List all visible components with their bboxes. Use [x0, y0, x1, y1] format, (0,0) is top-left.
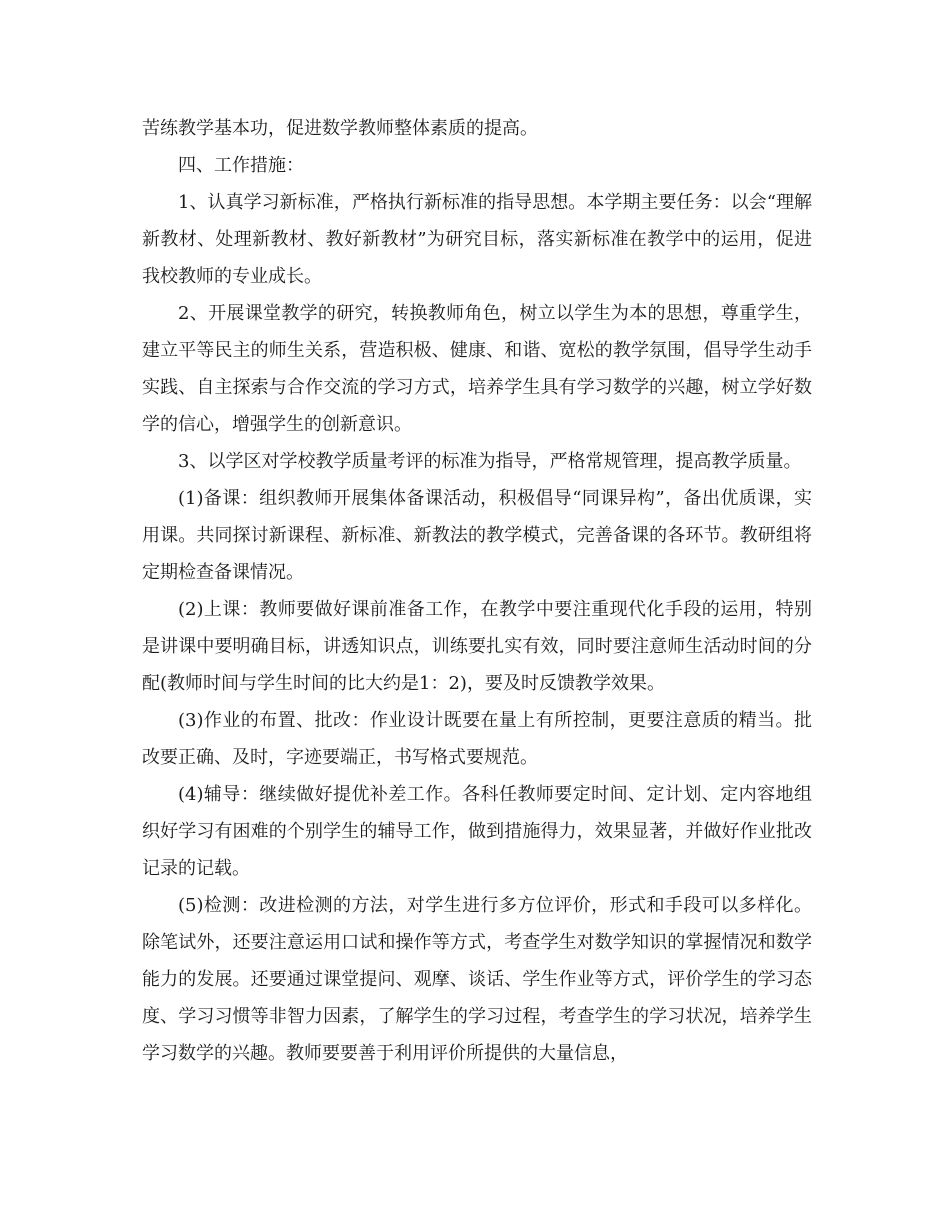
paragraph-sub-1-lesson-prep: (1)备课：组织教师开展集体备课活动，积极倡导“同课异构”，备出优质课，实用课。共同探讨新课程、新标准、新教法的教学模式，完善备课的各环节。教研组将定期检查备课情况。 [142, 488, 812, 583]
paragraph-sub-4-tutoring: (4)辅导：继续做好提优补差工作。各科任教师要定时间、定计划、定内容地组织好学习有困难的个别学生的辅导工作，做到措施得力，效果显著，并做好作业批改记录的记载。 [142, 784, 812, 879]
paragraph-sub-5-assessment: (5)检测：改进检测的方法，对学生进行多方位评价，形式和手段可以多样化。除笔试外，还要注意运用口试和操作等方式，考查学生对数学知识的掌握情况和数学能力的发展。还要通过课堂提问、观摩、谈话、学生作业等方式，评价学生的学习态度、学习习惯等非智力因素，了解学生的学习过程，考查学生的学习状况，培养学生学习数学的兴趣。教师要要善于利用评价所提供的大量信息， [142, 895, 812, 1064]
paragraph-item-3: 3、以学区对学校教学质量考评的标准为指导，严格常规管理，提高教学质量。 [178, 451, 802, 472]
paragraph-sub-3-homework: (3)作业的布置、批改：作业设计既要在量上有所控制，更要注意质的精当。批改要正确、及时，字迹要端正，书写格式要规范。 [142, 710, 812, 768]
paragraph-item-1: 1、认真学习新标准，严格执行新标准的指导思想。本学期主要任务：以会“理解新教材、处理新教材、教好新教材”为研究目标，落实新标准在教学中的运用，促进我校教师的专业成长。 [142, 192, 812, 287]
paragraph-item-2: 2、开展课堂教学的研究，转换教师角色，树立以学生为本的思想，尊重学生，建立平等民主的师生关系，营造积极、健康、和谐、宽松的教学氛围，倡导学生动手实践、自主探索与合作交流的学习方式，培养学生具有学习数学的兴趣，树立学好数学的信心，增强学生的创新意识。 [142, 303, 812, 435]
paragraph-sub-2-teaching: (2)上课：教师要做好课前准备工作，在教学中要注重现代化手段的运用，特别是讲课中要明确目标，讲透知识点，训练要扎实有效，同时要注意师生活动时间的分配(教师时间与学生时间的比大约是1：2)，要及时反馈教学效果。 [142, 599, 812, 694]
paragraph-continuation: 苦练教学基本功，促进数学教师整体素质的提高。 [142, 118, 538, 139]
document-body [142, 110, 812, 1072]
section-heading-work-measures: 四、工作措施： [178, 155, 304, 176]
